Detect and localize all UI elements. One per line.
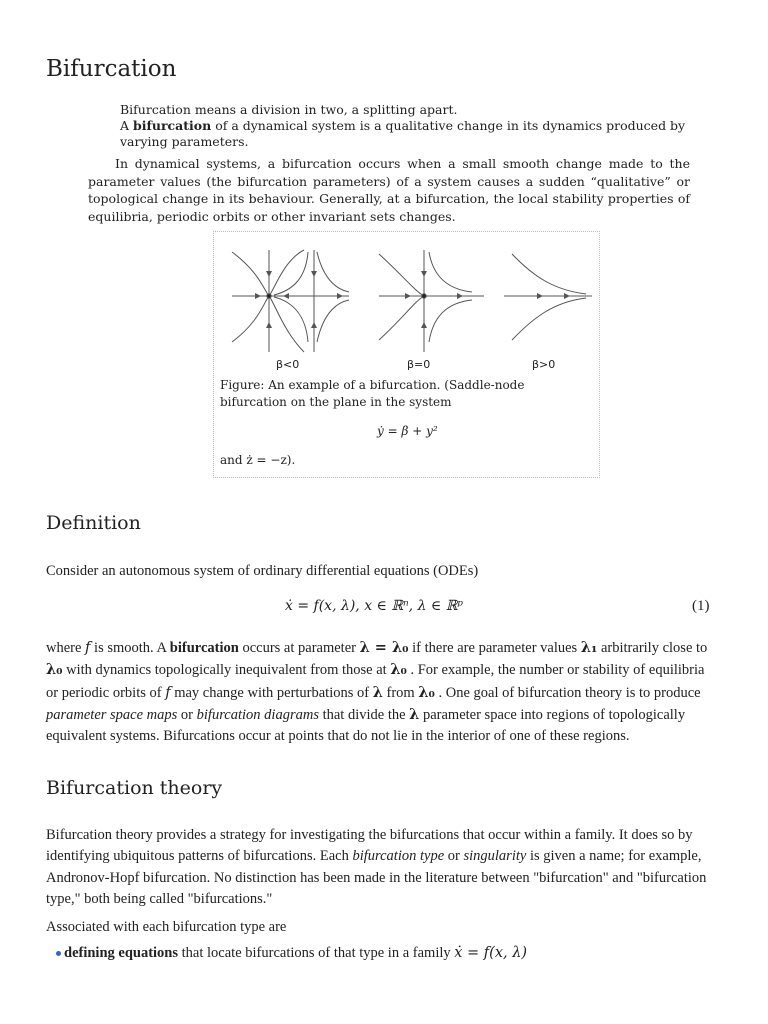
beta-label-zero: β=0 xyxy=(407,358,431,371)
definition-paragraph: where f is smooth. A bifurcation occurs at parameter λ = λ₀ if there are parameter values λ₁ arbitrarily close to λ₀ with dynamics topologically inequivalent from those at λ₀ . For example, the number or stability of equilibria or periodic orbits of f may change with perturbations of λ from λ₀ . One goal of bifurcation theory is to produce parameter space maps or bifurcation diagrams that divide the λ parameter space into regions of topologically equivalent systems. Bifurcations occur at points that do not lie in the interior of one of these regions. xyxy=(46,639,708,745)
page-title: Bifurcation xyxy=(46,56,177,82)
beta-label-positive: β>0 xyxy=(532,358,556,371)
bullet-icon xyxy=(56,951,61,956)
bifurcation-figure xyxy=(213,231,600,478)
beta-label-negative: β<0 xyxy=(276,358,300,371)
figure-caption: Figure: An example of a bifurcation. (Saddle-node bifurcation on the plane in the system xyxy=(220,378,525,409)
intro-line-2: A bifurcation of a dynamical system is a qualitative change in its dynamics produced by varying parameters. xyxy=(120,118,686,149)
intro-paragraph: In dynamical systems, a bifurcation occurs when a small smooth change made to the parameter values (the bifurcation parameters) of a system causes a sudden “qualitative” or topological change in its behaviour. Generally, at a bifurcation, the local stability properties of equilibria, periodic orbits or other invariant sets changes. xyxy=(88,156,690,224)
ode-equation: ẋ = f(x, λ), x ∈ ℝⁿ, λ ∈ ℝᵖ xyxy=(285,598,463,614)
associated-text: Associated with each bifurcation type are xyxy=(46,919,287,935)
portrait-beta-zero xyxy=(379,250,484,352)
definition-heading: Definition xyxy=(46,512,141,534)
equation-number: (1) xyxy=(692,598,710,614)
phase-portrait-svg xyxy=(214,232,599,372)
list-item: defining equations that locate bifurcations of that type in a family ẋ = f(x, λ) xyxy=(56,945,527,962)
definition-intro: Consider an autonomous system of ordinary differential equations (ODEs) xyxy=(46,563,479,579)
intro-bold-term: bifurcation xyxy=(133,118,212,133)
theory-paragraph: Bifurcation theory provides a strategy for investigating the bifurcations that occur within a family. It does so by identifying ubiquitous patterns of bifurcations. Each bifurcation type or singularity is given a name; for example, Andronov-Hopf bifurcation. No distinction has been made in the literature between "bifurcation" and "bifurcation type," both being called "bifurcations." xyxy=(46,827,707,907)
intro-line-1: Bifurcation means a division in two, a splitting apart. xyxy=(120,102,458,117)
intro-block xyxy=(120,102,692,150)
portrait-beta-negative xyxy=(232,250,349,352)
figure-caption-end: and ż = −z). xyxy=(220,453,296,467)
figure-equation: ẏ = β + y² xyxy=(377,424,438,438)
bifurcation-theory-heading: Bifurcation theory xyxy=(46,777,223,799)
portrait-beta-positive xyxy=(504,254,592,340)
